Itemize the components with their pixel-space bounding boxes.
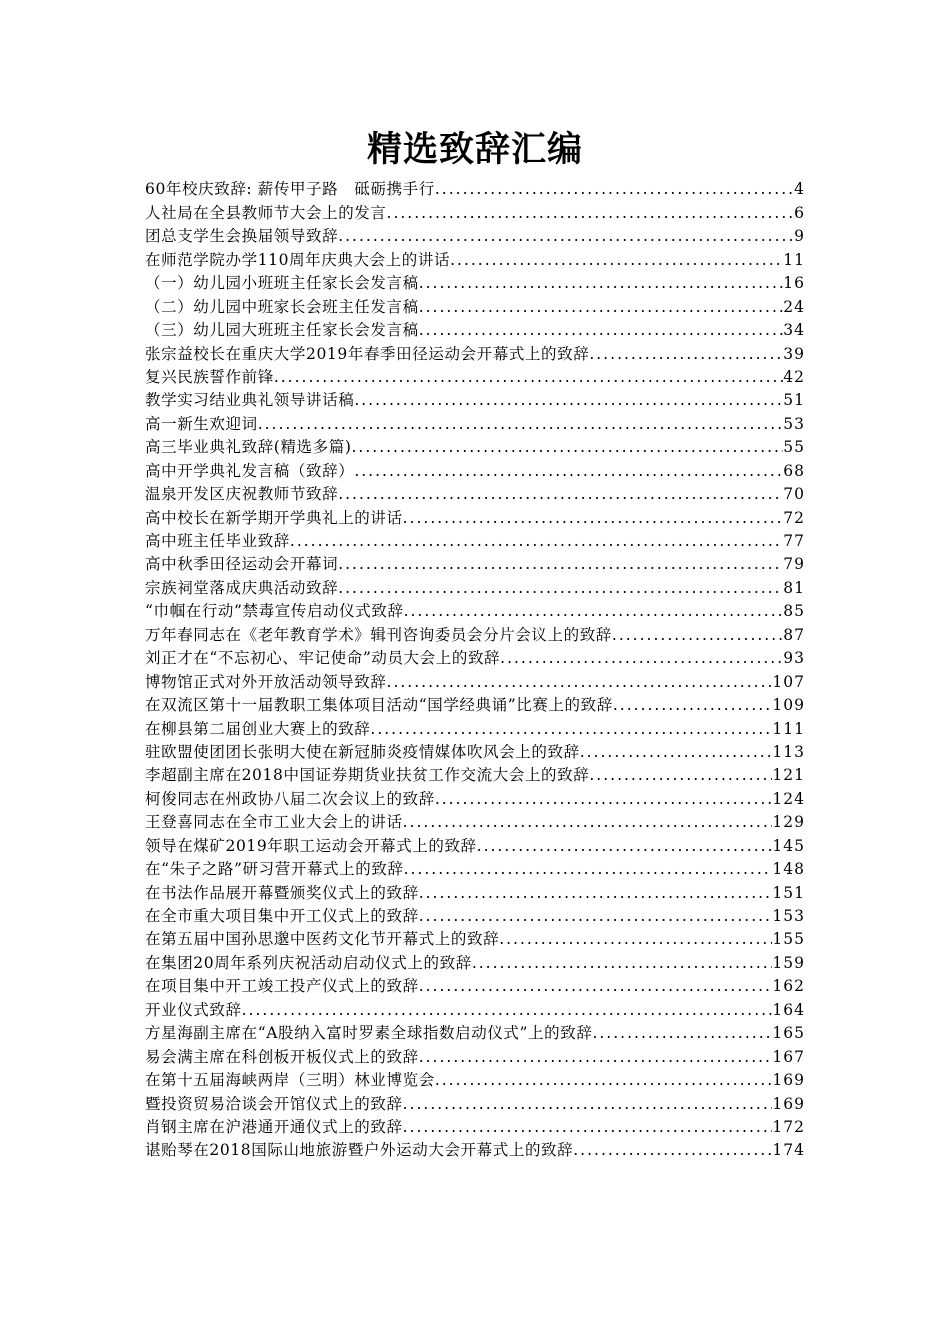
toc-entry[interactable]: [145, 410, 805, 433]
toc-entry[interactable]: [145, 364, 805, 387]
toc-entry-page-number: 68: [783, 461, 805, 480]
toc-entry-page-number: 72: [783, 508, 805, 527]
toc-entry-page-number: 51: [783, 391, 805, 410]
toc-entry-page-number: 39: [783, 344, 805, 363]
toc-entry-title: 高一新生欢迎词: [145, 414, 258, 433]
toc-entry[interactable]: [145, 270, 805, 293]
toc-dot-leader: [352, 437, 784, 457]
toc-dot-leader: [274, 367, 783, 387]
toc-dot-leader: [419, 273, 784, 293]
toc-entry-title: 开业仪式致辞: [145, 1000, 242, 1019]
toc-dot-leader: [354, 461, 783, 481]
toc-entry-title: 高中校长在新学期开学典礼上的讲话: [145, 508, 403, 527]
toc-entry-page-number: 148: [772, 860, 805, 879]
toc-entry[interactable]: [145, 223, 805, 246]
toc-entry-title: 在全市重大项目集中开工仪式上的致辞: [145, 907, 419, 925]
toc-entry[interactable]: [145, 692, 805, 715]
toc-entry-title: 暨投资贸易洽谈会开馆仪式上的致辞: [145, 1094, 403, 1113]
toc-entry[interactable]: [145, 1114, 805, 1137]
toc-entry-page-number: 24: [783, 297, 805, 316]
toc-entry[interactable]: [145, 1090, 805, 1113]
toc-entry[interactable]: [145, 340, 805, 363]
toc-entry[interactable]: [145, 199, 805, 222]
toc-entry[interactable]: [145, 973, 805, 996]
toc-entry[interactable]: [145, 1067, 805, 1090]
toc-dot-leader: [404, 601, 784, 621]
toc-entry-title: 高中开学典礼发言稿（致辞）: [145, 461, 355, 480]
toc-entry[interactable]: [145, 903, 805, 926]
toc-entry-page-number: 85: [783, 602, 805, 621]
toc-entry-title: 在“朱子之路”研习营开幕式上的致辞: [145, 860, 404, 879]
toc-dot-leader: [242, 1000, 773, 1020]
toc-dot-leader: [450, 250, 783, 270]
toc-dot-leader: [580, 742, 773, 762]
toc-entry-page-number: 55: [783, 438, 805, 457]
toc-entry-page-number: 113: [772, 742, 805, 761]
toc-dot-leader: [338, 226, 794, 246]
toc-entry-title: 在柳县第二届创业大赛上的致辞: [145, 719, 371, 738]
toc-entry[interactable]: [145, 246, 805, 269]
toc-dot-leader: [589, 765, 772, 785]
toc-entry-page-number: 174: [772, 1141, 805, 1160]
toc-dot-leader: [573, 1140, 772, 1160]
toc-entry-title: 领导在煤矿2019年职工运动会开幕式上的致辞: [145, 836, 477, 855]
toc-dot-leader: [419, 297, 784, 317]
toc-entry-title: 高三毕业典礼致辞(精选多篇): [145, 438, 352, 457]
toc-entry-title: 张宗益校长在重庆大学2019年春季田径运动会开幕式上的致辞: [145, 344, 590, 363]
toc-dot-leader: [419, 976, 773, 996]
toc-entry-title: 在项目集中开工竣工投产仪式上的致辞: [145, 977, 419, 996]
toc-entry-title: 在师范学院办学110周年庆典大会上的讲话: [145, 250, 451, 269]
toc-entry[interactable]: [145, 293, 805, 316]
toc-dot-leader: [435, 179, 794, 199]
toc-entry-page-number: 107: [772, 672, 805, 691]
toc-dot-leader: [354, 390, 783, 410]
toc-dot-leader: [404, 859, 773, 879]
toc-entry[interactable]: [145, 1137, 805, 1160]
toc-entry-page-number: 124: [772, 789, 805, 808]
toc-dot-leader: [589, 344, 783, 364]
toc-entry[interactable]: [145, 176, 805, 199]
toc-dot-leader: [419, 906, 773, 926]
toc-entry[interactable]: [145, 949, 805, 972]
toc-entry-page-number: 16: [783, 274, 805, 293]
toc-entry-page-number: 159: [772, 953, 805, 972]
toc-dot-leader: [435, 1070, 773, 1090]
toc-entry-page-number: 6: [794, 203, 805, 222]
toc-entry-page-number: 169: [772, 1071, 805, 1090]
toc-entry[interactable]: [145, 762, 805, 785]
toc-entry[interactable]: [145, 668, 805, 691]
toc-dot-leader: [592, 1023, 772, 1043]
toc-entry-title: 高中班主任毕业致辞: [145, 532, 290, 550]
toc-entry[interactable]: [145, 481, 805, 504]
toc-entry-page-number: 153: [772, 907, 805, 925]
document-title: 精选致辞汇编: [366, 129, 583, 170]
toc-entry-title: 万年春同志在《老年教育学术》辑刊咨询委员会分片会议上的致辞: [145, 625, 612, 644]
toc-dot-leader: [419, 883, 773, 903]
toc-entry-page-number: 172: [772, 1117, 805, 1136]
toc-entry-page-number: 11: [783, 250, 805, 269]
toc-entry-page-number: 81: [783, 578, 805, 597]
toc-entry-title: 在书法作品展开幕暨颁奖仪式上的致辞: [145, 883, 419, 902]
toc-dot-leader: [403, 508, 784, 528]
toc-entry-title: 谌贻琴在2018国际山地旅游暨户外运动大会开幕式上的致辞: [145, 1141, 574, 1160]
toc-entry-page-number: 165: [772, 1024, 805, 1043]
toc-entry-title: （一）幼儿园小班班主任家长会发言稿: [145, 274, 419, 293]
toc-entry-title: 宗族祠堂落成庆典活动致辞: [145, 578, 339, 597]
toc-entry-title: 在第五届中国孙思邈中医药文化节开幕式上的致辞: [145, 930, 500, 949]
toc-entry-title: 博物馆正式对外开放活动领导致辞: [145, 672, 387, 691]
toc-entry-page-number: 111: [772, 719, 805, 738]
toc-entry-title: 团总支学生会换届领导致辞: [145, 227, 339, 246]
toc-entry-page-number: 121: [772, 766, 805, 785]
toc-entry-page-number: 129: [772, 813, 805, 832]
toc-entry-page-number: 109: [772, 696, 805, 715]
toc-entry[interactable]: [145, 387, 805, 410]
toc-entry[interactable]: [145, 926, 805, 949]
toc-entry-title: 柯俊同志在州政协八届二次会议上的致辞: [145, 789, 435, 808]
toc-entry-title: 王登喜同志在全市工业大会上的讲话: [145, 813, 403, 832]
toc-entry[interactable]: [145, 621, 805, 644]
toc-entry-page-number: 167: [772, 1047, 805, 1066]
toc-entry-page-number: 53: [783, 414, 805, 433]
toc-dot-leader: [499, 929, 772, 949]
toc-entry-page-number: 77: [783, 532, 805, 550]
toc-dot-leader: [403, 1117, 773, 1137]
toc-dot-leader: [435, 789, 773, 809]
toc-entry[interactable]: [145, 739, 805, 762]
toc-dot-leader: [387, 672, 773, 692]
toc-entry-title: 温泉开发区庆祝教师节致辞: [145, 485, 339, 504]
toc-dot-leader: [403, 812, 773, 832]
toc-dot-leader: [612, 625, 783, 645]
toc-entry-title: 肖钢主席在沪港通开通仪式上的致辞: [145, 1117, 403, 1136]
toc-dot-leader: [403, 1094, 773, 1114]
toc-entry-page-number: 9: [794, 227, 805, 246]
toc-entry-title: 60年校庆致辞: 薪传甲子路 砥砺携手行: [145, 180, 435, 199]
toc-entry[interactable]: [145, 457, 805, 480]
toc-entry[interactable]: [145, 528, 805, 551]
toc-entry-page-number: 155: [772, 930, 805, 949]
toc-entry-page-number: 4: [794, 180, 805, 199]
toc-entry-title: 在集团20周年系列庆祝活动启动仪式上的致辞: [145, 953, 472, 972]
toc-entry[interactable]: [145, 832, 805, 855]
toc-entry-title: “巾帼在行动”禁毒宣传启动仪式致辞: [145, 602, 404, 621]
toc-entry-title: 驻欧盟使团团长张明大使在新冠肺炎疫情媒体吹风会上的致辞: [145, 742, 580, 761]
table-of-contents: [145, 176, 805, 1160]
toc-entry-title: （三）幼儿园大班班主任家长会发言稿: [145, 321, 419, 340]
toc-dot-leader: [290, 531, 783, 551]
toc-entry-page-number: 151: [772, 883, 805, 902]
toc-dot-leader: [258, 414, 784, 434]
toc-entry-title: 刘正才在“不忘初心、牢记使命”动员大会上的致辞: [145, 649, 501, 668]
toc-entry-title: 人社局在全县教师节大会上的发言: [145, 203, 387, 222]
toc-entry-title: 教学实习结业典礼领导讲话稿: [145, 391, 355, 410]
toc-entry-title: 复兴民族誓作前锋: [145, 367, 274, 386]
toc-entry[interactable]: [145, 574, 805, 597]
toc-entry[interactable]: [145, 809, 805, 832]
toc-entry-title: 在第十五届海峡两岸（三明）林业博览会: [145, 1071, 435, 1090]
toc-entry-page-number: 70: [783, 485, 805, 504]
toc-dot-leader: [338, 554, 783, 574]
toc-entry-page-number: 87: [783, 625, 805, 644]
toc-dot-leader: [419, 320, 784, 340]
toc-entry[interactable]: [145, 504, 805, 527]
toc-entry[interactable]: [145, 317, 805, 340]
toc-entry-title: 方星海副主席在“A股纳入富时罗素全球指数启动仪式”上的致辞: [145, 1024, 593, 1043]
toc-entry-title: 李超副主席在2018中国证券期货业扶贫工作交流大会上的致辞: [145, 766, 590, 785]
toc-dot-leader: [387, 203, 795, 223]
toc-dot-leader: [370, 719, 772, 739]
toc-dot-leader: [613, 695, 773, 715]
toc-entry-title: 在双流区第十一届教职工集体项目活动“国学经典诵”比赛上的致辞: [145, 696, 613, 715]
toc-entry[interactable]: [145, 434, 805, 457]
toc-entry-page-number: 79: [783, 555, 805, 574]
toc-entry[interactable]: [145, 645, 805, 668]
toc-entry-page-number: 162: [772, 977, 805, 996]
toc-entry[interactable]: [145, 856, 805, 879]
toc-entry[interactable]: [145, 1020, 805, 1043]
toc-entry-page-number: 164: [772, 1000, 805, 1019]
toc-dot-leader: [477, 836, 773, 856]
toc-entry-title: （二）幼儿园中班家长会班主任发言稿: [145, 297, 419, 316]
toc-entry[interactable]: [145, 598, 805, 621]
toc-entry-page-number: 34: [783, 321, 805, 340]
toc-entry-page-number: 169: [772, 1094, 805, 1113]
toc-dot-leader: [338, 484, 783, 504]
toc-dot-leader: [419, 1047, 773, 1067]
toc-entry[interactable]: [145, 1043, 805, 1066]
toc-entry-title: 高中秋季田径运动会开幕词: [145, 555, 339, 574]
toc-dot-leader: [338, 578, 783, 598]
toc-entry-page-number: 145: [772, 836, 805, 855]
toc-entry[interactable]: [145, 785, 805, 808]
toc-entry[interactable]: [145, 715, 805, 738]
toc-entry[interactable]: [145, 551, 805, 574]
toc-dot-leader: [472, 953, 773, 973]
toc-entry-page-number: 93: [783, 649, 805, 668]
toc-entry-title: 易会满主席在科创板开板仪式上的致辞: [145, 1047, 419, 1066]
toc-entry-page-number: 42: [783, 367, 805, 386]
toc-dot-leader: [500, 648, 783, 668]
toc-entry[interactable]: [145, 879, 805, 902]
toc-entry[interactable]: [145, 996, 805, 1019]
